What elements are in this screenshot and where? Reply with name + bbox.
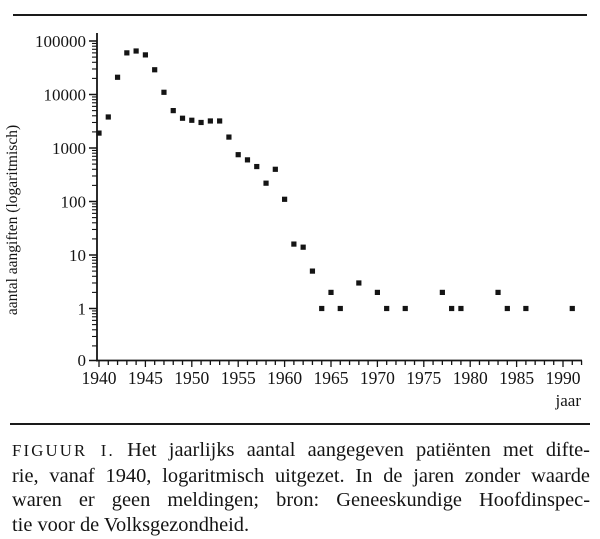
y-tick-label: 0 <box>77 351 86 370</box>
x-tick-label: 1960 <box>267 368 303 388</box>
x-tick-label: 1970 <box>359 368 395 388</box>
data-point <box>263 181 268 186</box>
x-tick-label: 1940 <box>81 368 117 388</box>
data-point <box>319 306 324 311</box>
data-point <box>282 197 287 202</box>
caption-line-4: tie voor de Volksgezondheid. <box>12 513 250 536</box>
data-point <box>403 306 408 311</box>
data-point <box>124 50 129 55</box>
data-point <box>198 120 203 125</box>
caption-rule <box>10 423 590 425</box>
data-point <box>328 290 333 295</box>
data-point <box>449 306 454 311</box>
data-point <box>152 67 157 72</box>
data-point <box>106 114 111 119</box>
data-point <box>458 306 463 311</box>
data-point <box>523 306 528 311</box>
x-tick-label: 1985 <box>499 368 535 388</box>
x-axis-title: jaar <box>555 391 581 410</box>
data-point <box>301 245 306 250</box>
data-point <box>189 118 194 123</box>
data-point <box>291 241 296 246</box>
y-tick-label: 10000 <box>43 85 86 105</box>
caption-line-3: waren er geen meldingen; bron: Geneeskundige Hoofdinspec- <box>12 489 590 511</box>
data-point <box>338 306 343 311</box>
figure-label: FIGUUR I. <box>12 441 115 460</box>
data-point <box>505 306 510 311</box>
data-point <box>180 116 185 121</box>
data-point <box>245 157 250 162</box>
data-point <box>171 108 176 113</box>
figure-caption <box>12 438 590 537</box>
y-axis-title: aantal aangiften (logaritmisch) <box>4 124 21 316</box>
y-tick-label: 1 <box>77 299 86 319</box>
data-point <box>384 306 389 311</box>
x-tick-label: 1955 <box>220 368 256 388</box>
data-point <box>96 130 101 135</box>
caption-line-1-text: Het jaarlijks aantal aangegeven patiënten met difte- <box>127 439 590 461</box>
x-tick-label: 1965 <box>313 368 349 388</box>
data-point <box>134 48 139 53</box>
data-point <box>208 118 213 123</box>
caption-line-1 <box>12 438 590 464</box>
data-point <box>236 152 241 157</box>
x-tick-label: 1980 <box>452 368 488 388</box>
data-point <box>226 134 231 139</box>
x-tick-label: 1945 <box>127 368 163 388</box>
data-point <box>356 280 361 285</box>
data-point <box>310 269 315 274</box>
data-point <box>570 306 575 311</box>
data-point <box>273 167 278 172</box>
caption-line-2: rie, vanaf 1940, logaritmisch uitgezet. In de jaren zonder waarde <box>12 464 590 487</box>
y-tick-label: 100 <box>60 192 86 212</box>
x-tick-label: 1975 <box>406 368 442 388</box>
data-point <box>161 90 166 95</box>
data-point <box>115 75 120 80</box>
data-point <box>495 290 500 295</box>
data-point <box>217 118 222 123</box>
data-point <box>143 52 148 57</box>
y-tick-label: 10 <box>69 246 86 265</box>
y-tick-label: 100000 <box>35 32 86 51</box>
data-point <box>440 290 445 295</box>
x-tick-label: 1950 <box>174 368 210 388</box>
data-point <box>375 290 380 295</box>
y-tick-label: 1000 <box>52 139 86 158</box>
x-tick-label: 1990 <box>545 368 581 388</box>
data-point <box>254 164 259 169</box>
